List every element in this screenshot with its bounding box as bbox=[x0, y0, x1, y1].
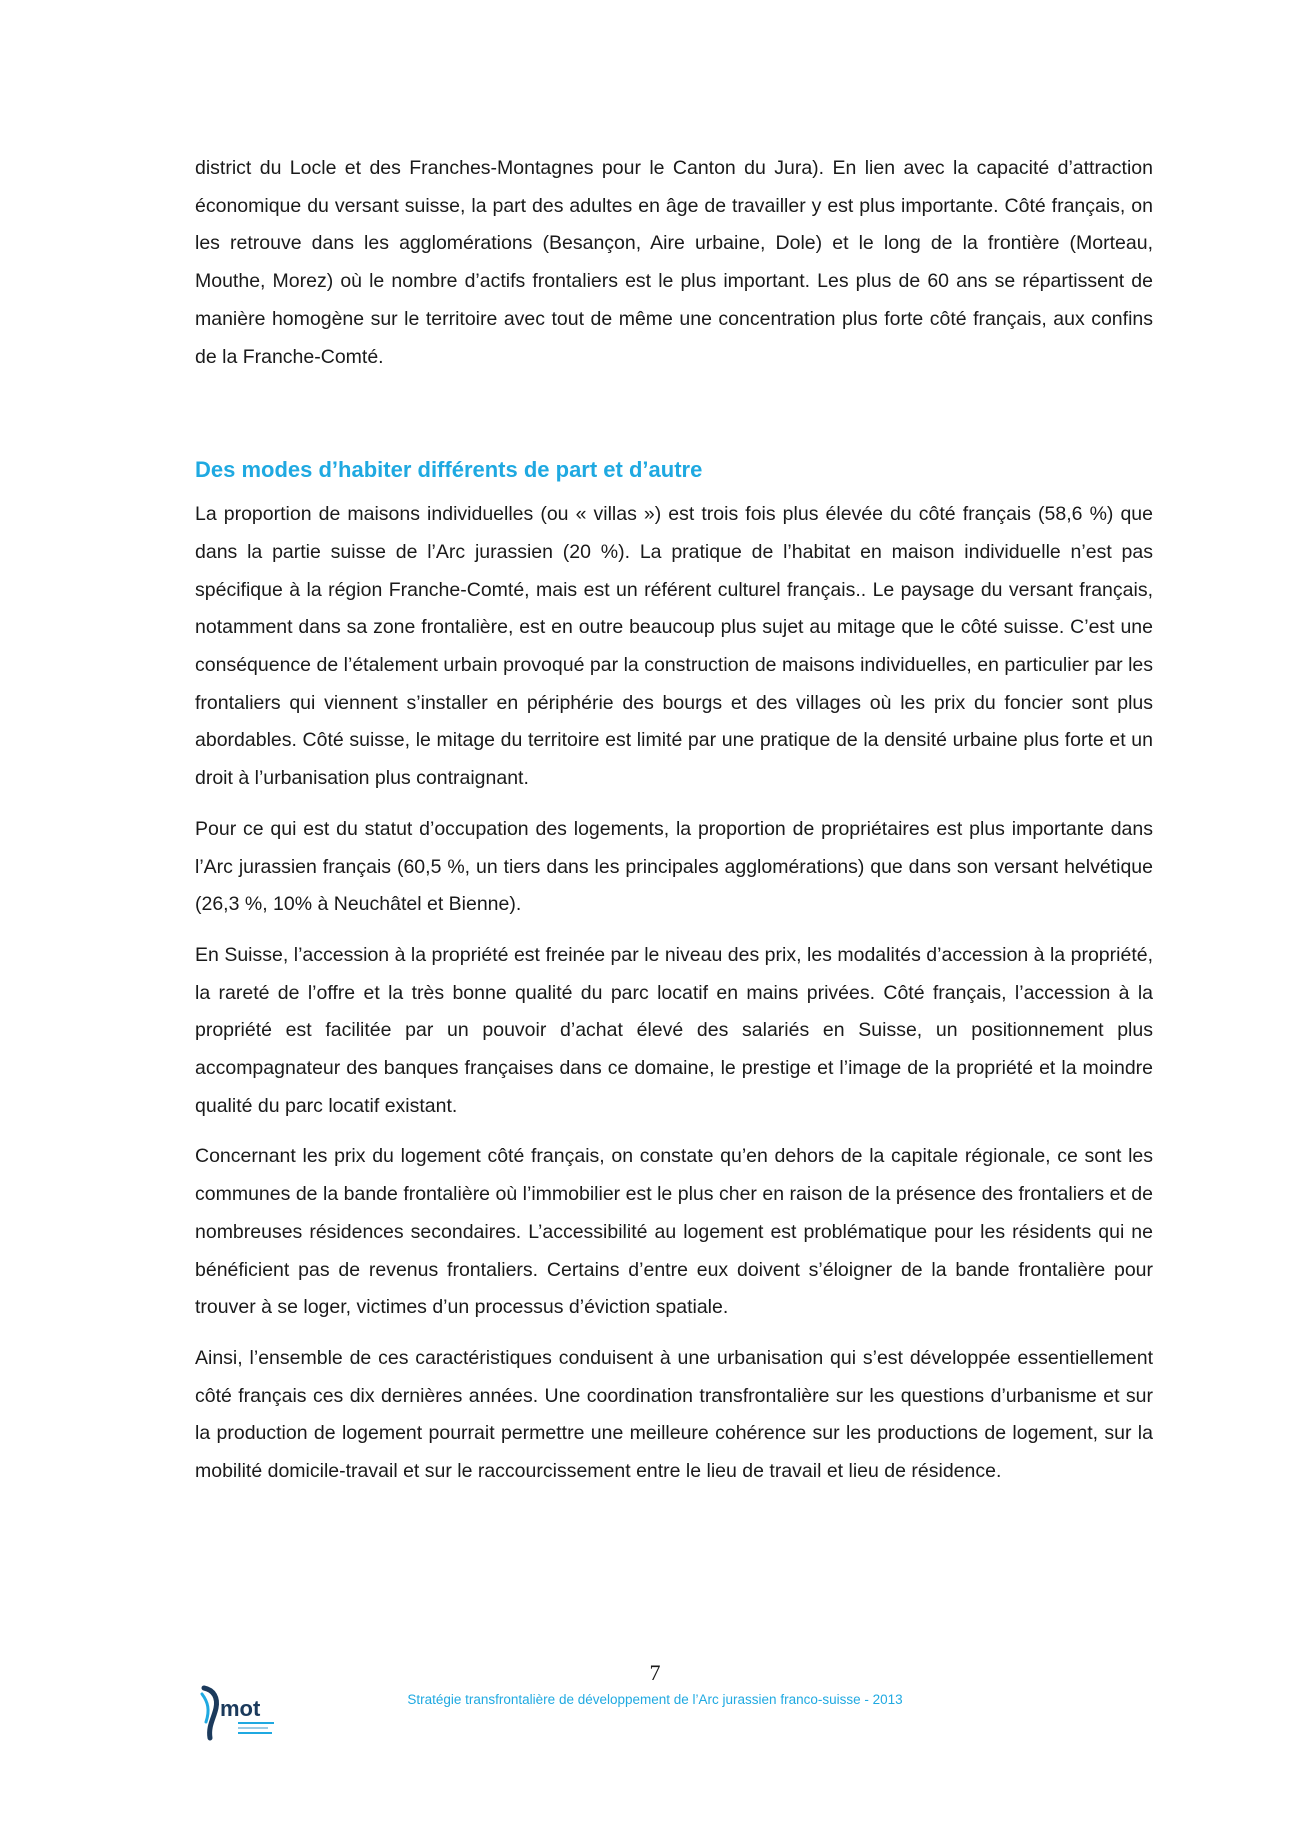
footer-caption: Stratégie transfrontalière de développement de l’Arc jurassien franco-suisse - 2013 bbox=[407, 1692, 903, 1707]
paragraph-houses: La proportion de maisons individuelles (ou « villas ») est trois fois plus élevée du côté français (58,6 %) que dans la partie suisse de l’Arc jurassien (20 %). La pratique de l’habitat en maison individuelle n’est pas spécifique à la région Franche-Comté, mais est un référent culturel français.. Le paysage du versant français, notamment dans sa zone frontalière, est en outre beaucoup plus sujet au mitage que le côté suisse. C’est une conséquence de l’étalement urbain provoqué par la construction de maisons individuelles, en particulier par les frontaliers qui viennent s’installer en périphérie des bourgs et des villages où les prix du foncier sont plus abordables. Côté suisse, le mitage du territoire est limité par une pratique de la densité urbaine plus forte et un droit à l’urbanisation plus contraignant. bbox=[195, 503, 1153, 790]
logo-text: mot bbox=[220, 1696, 261, 1721]
page-number: 7 bbox=[649, 1660, 661, 1685]
intro-paragraph: district du Locle et des Franches-Montagnes pour le Canton du Jura). En lien avec la capacité d’attraction économique du versant suisse, la part des adultes en âge de travailler y est plus importante. Côté français, on les retrouve dans les agglomérations (Besançon, Aire urbaine, Dole) et le long de la frontière (Morteau, Mouthe, Morez) où le nombre d’actifs frontaliers est le plus important. Les plus de 60 ans se répartissent de manière homogène sur le territoire avec tout de même une concentration plus forte côté français, aux confins de la Franche-Comté. bbox=[195, 157, 1153, 368]
document-body bbox=[195, 150, 1153, 1504]
paragraph-prices: Concernant les prix du logement côté français, on constate qu’en dehors de la capitale régionale, ce sont les communes de la bande frontalière où l’immobilier est le plus cher en raison de la présence des frontaliers et de nombreuses résidences secondaires. L’accessibilité au logement est problématique pour les résidents qui ne bénéficient pas de revenus frontaliers. Certains d’entre eux doivent s’éloigner de la bande frontalière pour trouver à se loger, victimes d’un processus d’éviction spatiale. bbox=[195, 1145, 1153, 1319]
mot-logo bbox=[198, 1682, 288, 1742]
paragraph-access: En Suisse, l’accession à la propriété est freinée par le niveau des prix, les modalités d’accession à la propriété, la rareté de l’offre et la très bonne qualité du parc locatif en mains privées. Côté français, l’accession à la propriété est facilitée par un pouvoir d’achat élevé des salariés en Suisse, un positionnement plus accompagnateur des banques françaises dans ce domaine, le prestige et l’image de la propriété et la moindre qualité du parc locatif existant. bbox=[195, 943, 1153, 1117]
paragraph-ownership: Pour ce qui est du statut d’occupation des logements, la proportion de propriétaires est plus importante dans l’Arc jurassien français (60,5 %, un tiers dans les principales agglomérations) que dans son versant helvétique (26,3 %, 10% à Neuchâtel et Bienne). bbox=[195, 817, 1153, 916]
section-heading: Des modes d’habiter différents de part et d’autre bbox=[195, 457, 703, 483]
paragraph-conclusion: Ainsi, l’ensemble de ces caractéristiques conduisent à une urbanisation qui s’est développée essentiellement côté français ces dix dernières années. Une coordination transfrontalière sur les questions d’urbanisme et sur la production de logement pourrait permettre une meilleure cohérence sur les productions de logement, sur la mobilité domicile-travail et sur le raccourcissement entre le lieu de travail et lieu de résidence. bbox=[195, 1346, 1153, 1483]
page-footer bbox=[0, 1660, 1300, 1780]
mot-logo-icon bbox=[198, 1682, 288, 1742]
